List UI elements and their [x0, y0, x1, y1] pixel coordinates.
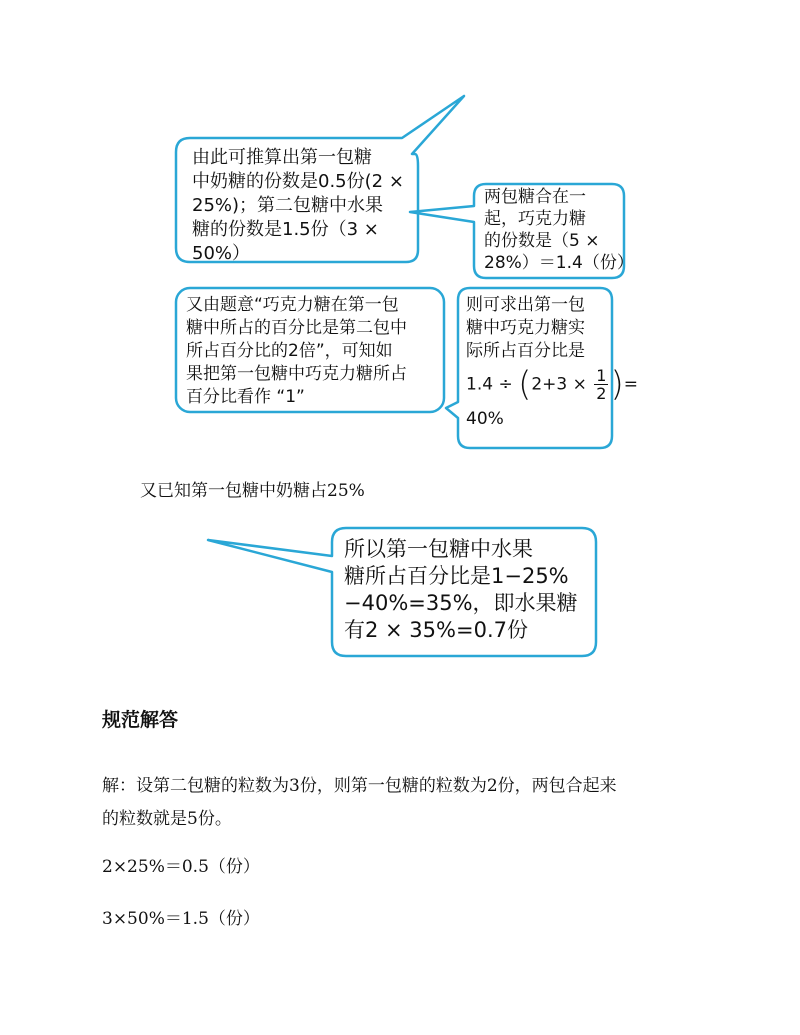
bubble-5-line: 所以第一包糖中水果	[344, 537, 533, 561]
bubble-1-line: 50%）	[192, 243, 251, 264]
bubble-3-line: 所占百分比的2倍”，可知如	[186, 341, 393, 361]
bubble-3-line: 糖中所占的百分比是第二包中	[186, 318, 407, 338]
solution-line-1: 解：设第二包糖的粒数为3份，则第一包糖的粒数为2份，两包合起来	[102, 776, 617, 796]
bubble-5-line: −40%=35%，即水果糖	[344, 591, 578, 615]
bubble-2-line: 28%）＝1.4（份）	[484, 253, 634, 273]
solution-line-2: 的粒数就是5份。	[102, 809, 232, 829]
bubble-1-line: 25%)；第二包糖中水果	[192, 195, 384, 216]
paren-open: (	[518, 364, 532, 405]
bubble-3-line: 又由题意“巧克力糖在第一包	[186, 295, 399, 315]
bubble-4-text	[466, 294, 638, 431]
bubble-3-line: 果把第一包糖中巧克力糖所占	[186, 364, 407, 384]
note-text: 又已知第一包糖中奶糖占25%	[140, 481, 365, 501]
bubble-2-line: 起，巧克力糖	[484, 209, 586, 229]
bubble-2-line: 的份数是（5 ×	[484, 231, 600, 251]
expr-lead: 1.4 ÷	[466, 374, 513, 395]
calc-line-2: 3×50%＝1.5（份）	[102, 909, 260, 929]
bubble-5-line: 有2 × 35%=0.7份	[344, 618, 528, 642]
fraction	[594, 367, 608, 402]
bubble-4-expression	[466, 364, 638, 405]
fraction-numerator: 1	[596, 366, 607, 385]
bubble-3-text	[186, 294, 407, 409]
bubble-5-text	[344, 536, 578, 644]
expr-tail: =	[623, 374, 638, 395]
bubble-2-text	[484, 186, 634, 274]
bubble-4-line: 糖中巧克力糖实	[466, 318, 585, 338]
fraction-denominator: 2	[596, 384, 607, 403]
section-heading: 规范解答	[102, 709, 179, 731]
bubble-1-text	[192, 146, 404, 266]
bubble-4-result: 40%	[466, 409, 504, 429]
expr-mid: 2+3 ×	[531, 374, 587, 395]
bubble-1-line: 糖的份数是1.5份（3 ×	[192, 219, 379, 240]
bubble-2-line: 两包糖合在一	[484, 187, 586, 207]
paren-close: )	[610, 364, 624, 405]
bubble-4-line: 际所占百分比是	[466, 341, 585, 361]
bubble-1-line: 中奶糖的份数是0.5份(2 ×	[192, 171, 404, 192]
bubble-1-line: 由此可推算出第一包糖	[192, 147, 372, 168]
bubble-3-line: 百分比看作 “1”	[186, 387, 305, 407]
bubble-4-line: 则可求出第一包	[466, 295, 585, 315]
bubble-5-line: 糖所占百分比是1−25%	[344, 564, 569, 588]
calc-line-1: 2×25%＝0.5（份）	[102, 857, 260, 877]
